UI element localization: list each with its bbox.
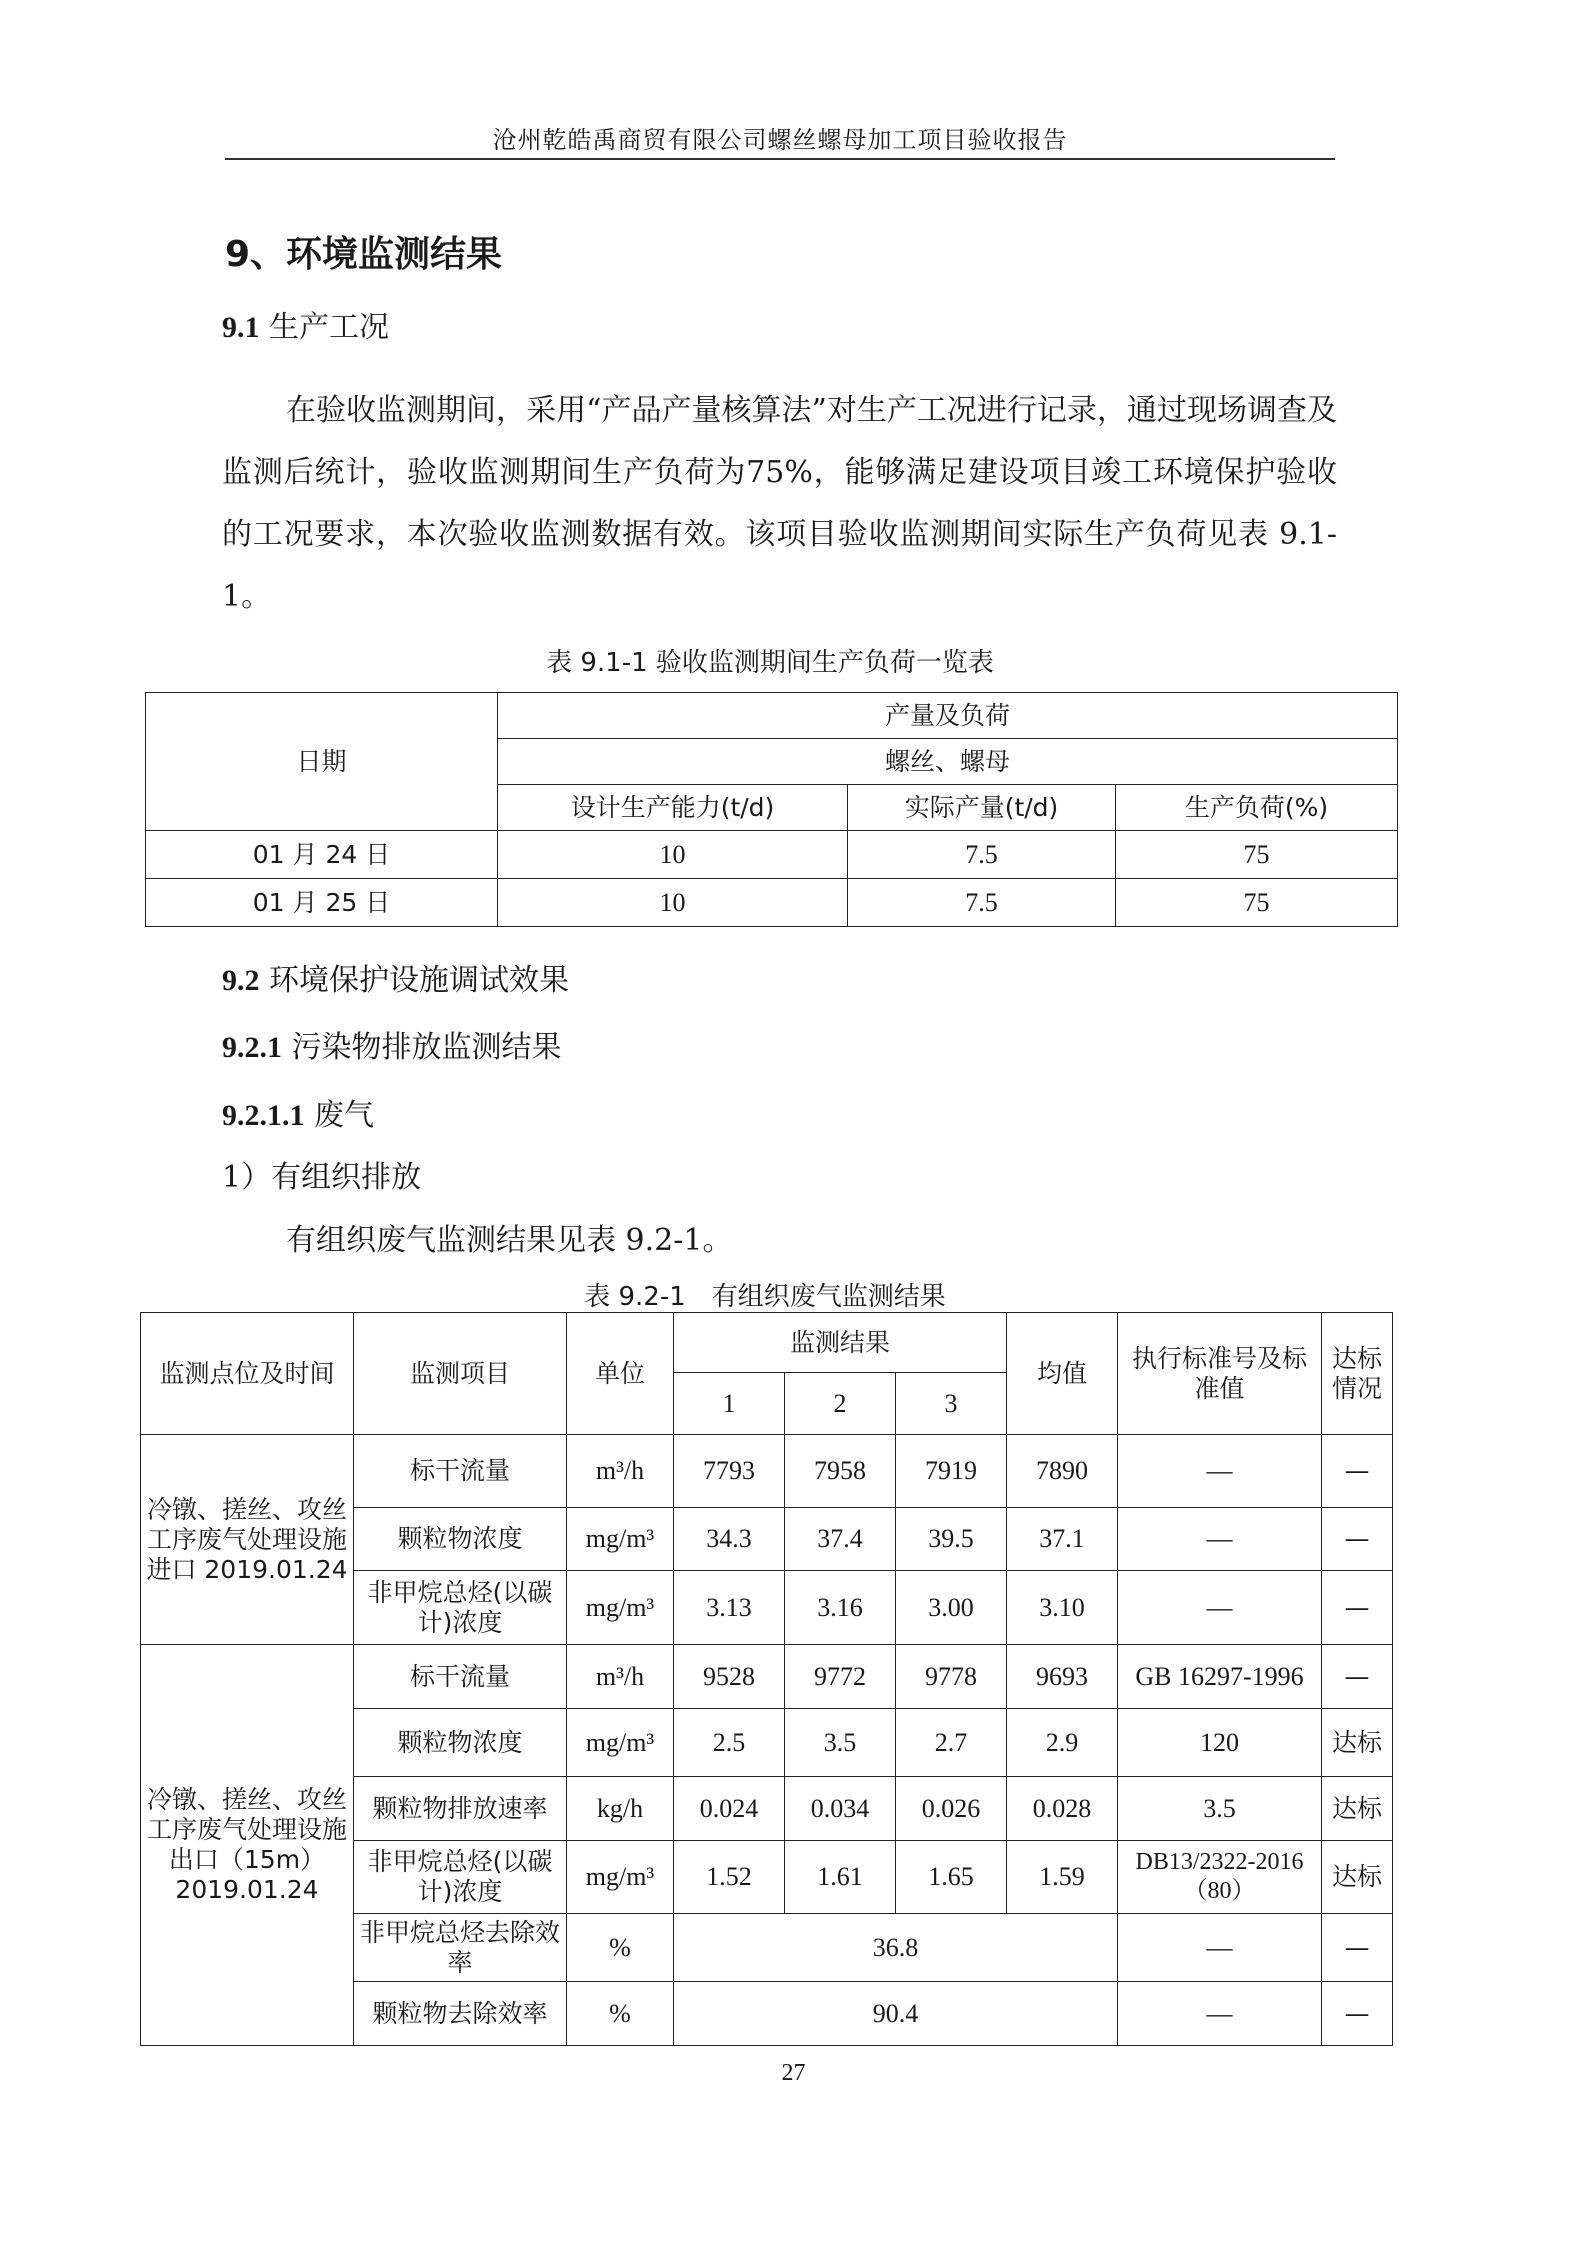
section-number: 9.2.1.1 [222, 1099, 305, 1132]
section-9-2-1-heading [222, 1022, 562, 1066]
exhaust-gas-table [140, 1312, 1393, 2046]
status-cell: — [1322, 1508, 1393, 1571]
standard-cell: — [1118, 1914, 1322, 1982]
result-1-cell: 34.3 [674, 1508, 785, 1571]
table-row [146, 879, 1398, 927]
item-cell: 颗粒物排放速率 [354, 1777, 567, 1841]
result-1-cell: 9528 [674, 1645, 785, 1709]
section-number: 9.2.1 [222, 1031, 282, 1064]
status-cell: 达标 [1322, 1709, 1393, 1777]
header-unit: 单位 [567, 1313, 674, 1435]
header-result-3: 3 [896, 1373, 1007, 1435]
mean-cell: 37.1 [1007, 1508, 1118, 1571]
result-2-cell: 0.034 [785, 1777, 896, 1841]
efficiency-value-cell: 36.8 [674, 1914, 1118, 1982]
subsection-heading: 1）有组织排放 [222, 1160, 422, 1195]
status-cell: — [1322, 1645, 1393, 1709]
result-1-cell: 7793 [674, 1435, 785, 1508]
unit-cell: % [567, 1982, 674, 2046]
status-cell: 达标 [1322, 1841, 1393, 1914]
status-cell: — [1322, 1571, 1393, 1645]
result-3-cell: 9778 [896, 1645, 1007, 1709]
header-results: 监测结果 [674, 1313, 1007, 1373]
load-cell: 75 [1116, 879, 1398, 927]
result-1-cell: 3.13 [674, 1571, 785, 1645]
mean-cell: 2.9 [1007, 1709, 1118, 1777]
table-row [141, 1435, 1393, 1508]
header-mean: 均值 [1007, 1313, 1118, 1435]
section-title: 环境保护设施调试效果 [269, 963, 570, 998]
efficiency-value-cell: 90.4 [674, 1982, 1118, 2046]
header-result-2: 2 [785, 1373, 896, 1435]
design-cell: 10 [498, 879, 848, 927]
section-number: 9.2 [222, 964, 260, 997]
header-result-1: 1 [674, 1373, 785, 1435]
section-title: 废气 [314, 1098, 375, 1133]
result-3-cell: 2.7 [896, 1709, 1007, 1777]
header-product: 螺丝、螺母 [498, 739, 1398, 785]
standard-cell: — [1118, 1571, 1322, 1645]
result-1-cell: 0.024 [674, 1777, 785, 1841]
date-cell: 01 月 25 日 [146, 879, 498, 927]
mean-cell: 1.59 [1007, 1841, 1118, 1914]
page-number: 27 [781, 2060, 806, 2086]
actual-cell: 7.5 [848, 879, 1116, 927]
header-date: 日期 [146, 693, 498, 831]
result-1-cell: 1.52 [674, 1841, 785, 1914]
subsection-paragraph: 有组织废气监测结果见表 9.2-1。 [286, 1223, 733, 1258]
standard-cell: — [1118, 1982, 1322, 2046]
header-output-load: 产量及负荷 [498, 693, 1398, 739]
item-cell: 标干流量 [354, 1645, 567, 1709]
header-point: 监测点位及时间 [141, 1313, 354, 1435]
section-9-heading: 9、环境监测结果 [225, 234, 503, 275]
production-load-table [145, 692, 1398, 927]
section-title: 生产工况 [269, 310, 390, 345]
standard-cell: 120 [1118, 1709, 1322, 1777]
section-9-1-heading [222, 302, 389, 346]
design-cell: 10 [498, 831, 848, 879]
table-row [141, 1645, 1393, 1709]
header-standard: 执行标准号及标准值 [1118, 1313, 1322, 1435]
item-cell: 非甲烷总烃(以碳计)浓度 [354, 1841, 567, 1914]
result-2-cell: 7958 [785, 1435, 896, 1508]
result-3-cell: 0.026 [896, 1777, 1007, 1841]
section-9-2-heading [222, 955, 569, 999]
item-cell: 颗粒物浓度 [354, 1508, 567, 1571]
item-cell: 非甲烷总烃(以碳计)浓度 [354, 1571, 567, 1645]
mean-cell: 0.028 [1007, 1777, 1118, 1841]
item-cell: 颗粒物去除效率 [354, 1982, 567, 2046]
section-title: 污染物排放监测结果 [291, 1030, 562, 1065]
status-cell: — [1322, 1435, 1393, 1508]
header-rule [225, 158, 1335, 160]
result-3-cell: 39.5 [896, 1508, 1007, 1571]
table-row [146, 831, 1398, 879]
section-9-2-1-1-heading [222, 1090, 374, 1134]
unit-cell: % [567, 1914, 674, 1982]
header-design-capacity: 设计生产能力(t/d) [498, 785, 848, 831]
unit-cell: m³/h [567, 1435, 674, 1508]
unit-cell: mg/m³ [567, 1841, 674, 1914]
report-header: 沧州乾皓禹商贸有限公司螺丝螺母加工项目验收报告 [492, 126, 1068, 154]
standard-cell: GB 16297-1996 [1118, 1645, 1322, 1709]
mean-cell: 7890 [1007, 1435, 1118, 1508]
section-9-1-paragraph: 在验收监测期间，采用“产品产量核算法”对生产工况进行记录，通过现场调查及监测后统计，验收监测期间生产负荷为75%，能够满足建设项目竣工环境保护验收的工况要求，本次验收监测数据有效。该项目验收监测期间实际生产负荷见表 9.1-1。 [222, 393, 1337, 614]
section-number: 9.1 [222, 311, 260, 344]
result-1-cell: 2.5 [674, 1709, 785, 1777]
header-production-load: 生产负荷(%) [1116, 785, 1398, 831]
actual-cell: 7.5 [848, 831, 1116, 879]
mean-cell: 3.10 [1007, 1571, 1118, 1645]
item-cell: 非甲烷总烃去除效率 [354, 1914, 567, 1982]
header-item: 监测项目 [354, 1313, 567, 1435]
item-cell: 标干流量 [354, 1435, 567, 1508]
result-3-cell: 7919 [896, 1435, 1007, 1508]
unit-cell: mg/m³ [567, 1709, 674, 1777]
unit-cell: mg/m³ [567, 1508, 674, 1571]
status-cell: — [1322, 1982, 1393, 2046]
unit-cell: m³/h [567, 1645, 674, 1709]
result-2-cell: 3.16 [785, 1571, 896, 1645]
mean-cell: 9693 [1007, 1645, 1118, 1709]
unit-cell: kg/h [567, 1777, 674, 1841]
result-2-cell: 37.4 [785, 1508, 896, 1571]
table-9-1-1-caption: 表 9.1-1 验收监测期间生产负荷一览表 [546, 648, 994, 678]
date-cell: 01 月 24 日 [146, 831, 498, 879]
unit-cell: mg/m³ [567, 1571, 674, 1645]
standard-cell: — [1118, 1435, 1322, 1508]
standard-cell: 3.5 [1118, 1777, 1322, 1841]
result-2-cell: 9772 [785, 1645, 896, 1709]
status-cell: 达标 [1322, 1777, 1393, 1841]
result-2-cell: 3.5 [785, 1709, 896, 1777]
result-3-cell: 1.65 [896, 1841, 1007, 1914]
inlet-point-cell: 冷镦、搓丝、攻丝工序废气处理设施进口 2019.01.24 [141, 1435, 354, 1645]
result-2-cell: 1.61 [785, 1841, 896, 1914]
status-cell: — [1322, 1914, 1393, 1982]
result-3-cell: 3.00 [896, 1571, 1007, 1645]
standard-cell: DB13/2322-2016（80） [1118, 1841, 1322, 1914]
header-actual-output: 实际产量(t/d) [848, 785, 1116, 831]
standard-cell: — [1118, 1508, 1322, 1571]
load-cell: 75 [1116, 831, 1398, 879]
item-cell: 颗粒物浓度 [354, 1709, 567, 1777]
outlet-point-cell: 冷镦、搓丝、攻丝工序废气处理设施出口（15m） 2019.01.24 [141, 1645, 354, 2046]
header-status: 达标情况 [1322, 1313, 1393, 1435]
table-9-2-1-caption: 表 9.2-1 有组织废气监测结果 [584, 1282, 946, 1312]
